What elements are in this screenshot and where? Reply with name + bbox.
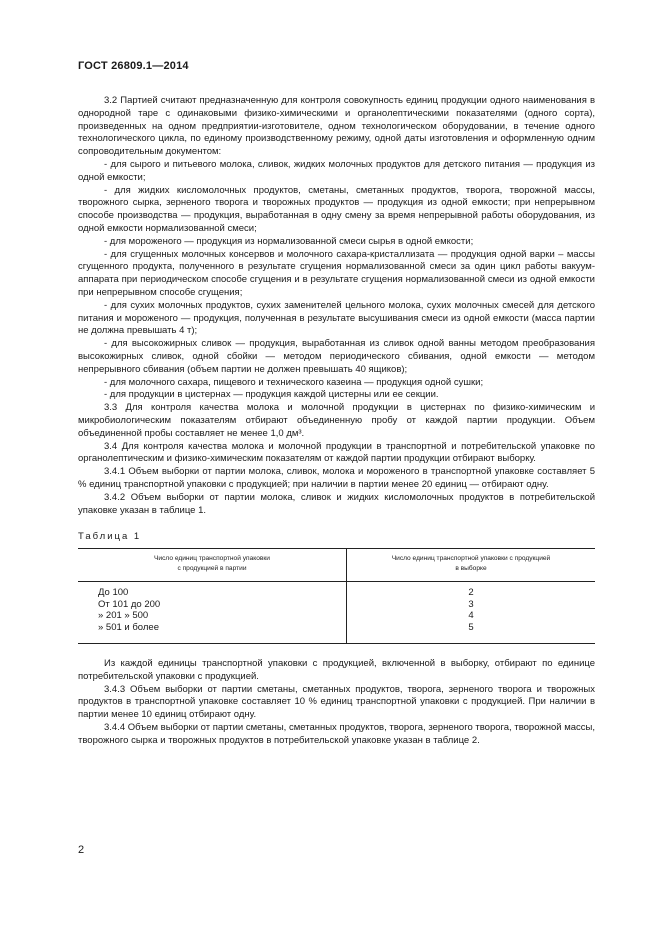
column-header-lot-units: Число единиц транспортной упаковки с продукцией в партии: [154, 555, 270, 573]
list-item-dry: - для сухих молочных продуктов, сухих заменителей цельного молока, сухих молочных смесей для детского питания и мороженого — продукция, полученная в результате высушивания смеси из одной емкости (масса партии не должна превышать 4 т);: [78, 299, 595, 337]
table-row: » 201 » 500: [98, 610, 149, 622]
table-header: [78, 549, 595, 582]
list-item-tanks: - для продукции в цистернах — продукция каждой цистерны или ее секции.: [104, 389, 439, 401]
paragraph-3-2: 3.2 Партией считают предназначенную для контроля совокупность единиц продукции одного наименования в однородной таре с одинаковыми физико-химическими и органолептическими показателями (одного сорта), произведенных на одном предприятии-изготовителе, одном технологическом оборудовании, в течение одного технологического цикла, по единому производственному режиму, одной даты изготовления и оформленную одним сопроводительным документом:: [78, 95, 595, 158]
table-row: » 501 и более: [98, 621, 159, 633]
page-number: 2: [78, 844, 85, 856]
list-item-raw-milk: - для сырого и питьевого молока, сливок, жидких молочных продуктов для детского питания — продукция из одной емкости;: [78, 158, 595, 183]
table-cell: 5: [468, 621, 474, 633]
list-item-fermented: - для жидких кисломолочных продуктов, сметаны, сметанных продуктов, творога, творожной массы, творожного сырка, зерненого творога и творожных продуктов — продукция из одной емкости; при непрерывном способе производства — продукция, выработанная в одну смену за время непрерывной работы оборудования, из одной емкости нормализованной смеси;: [78, 184, 595, 234]
list-item-high-fat: - для высокожирных сливок — продукция, выработанная из сливок одной ванны методом преобразования высокожирных сливок, одной сбойки — методом периодического сбивания, одной емкости — методом непрерывного сбивания (объем партии не должен превышать 40 ящиков);: [78, 338, 595, 375]
list-item-condensed: - для сгущенных молочных консервов и молочного сахара-кристаллизата — продукция одной варки – массы сгущенного продукта, полученного в результате сгущения нормализованной смеси за один цикл работы вакуум-аппарата при периодическом способе сгущения и в результате сгущения нормализованной смеси из одной емкости при непрерывном способе сгущения;: [78, 248, 595, 298]
table-cell: 4: [468, 610, 474, 622]
column-header-sample-units: Число единиц транспортной упаковки с продукцией в выборке: [391, 555, 551, 573]
paragraph-sample-note: Из каждой единицы транспортной упаковки с продукцией, включенной в выборку, отбирают по единице потребительской упаковки с продукцией.: [78, 658, 595, 682]
list-item-ice-cream: - для мороженого — продукция из нормализованной смеси сырья в одной емкости;: [104, 235, 474, 247]
document-body: [78, 95, 595, 748]
paragraph-3-4-4: 3.4.4 Объем выборки от партии сметаны, сметанных продуктов, творога, зерненого творога, творожной массы, творожного сырка и творожных продуктов в потребительской упаковке указан в таблице 2.: [78, 722, 595, 746]
table-row: От 101 до 200: [98, 598, 161, 610]
lot-size-column: [98, 587, 160, 633]
table-cell: 2: [468, 587, 474, 599]
sample-size-column: [347, 587, 595, 633]
list-item-casein: - для молочного сахара, пищевого и технического казеина — продукция одной сушки;: [104, 376, 484, 388]
paragraph-3-4-1: 3.4.1 Объем выборки от партии молока, сливок, молока и мороженого в транспортной упаковке составляет 5 % единиц транспортной упаковки с продукцией; при наличии в партии менее 20 единиц — отбирают одну.: [78, 466, 595, 490]
document-code: ГОСТ 26809.1—2014: [78, 60, 189, 72]
table-1: [78, 548, 595, 644]
table-row: До 100: [98, 587, 129, 599]
table-caption: Таблица 1: [78, 531, 142, 543]
paragraph-3-3: 3.3 Для контроля качества молока и молочной продукции в цистернах по физико-химическим и микробиологическим показателям отбирают объединенную пробу от каждой партии продукции. Объем объединенной пробы составляет не менее 1,0 дм³.: [78, 402, 595, 439]
paragraph-3-4-3: 3.4.3 Объем выборки от партии сметаны, сметанных продуктов, творога, зерненого творога и творожных продуктов в транспортной упаковке составляет 10 % единиц транспортной упаковки с продукцией. При наличии в партии менее 10 единиц отбирают одну.: [78, 683, 595, 721]
paragraph-3-4-2: 3.4.2 Объем выборки от партии молока, сливок и жидких кисломолочных продуктов в потребительской упаковке указан в таблице 1.: [78, 491, 595, 516]
paragraph-3-4: 3.4 Для контроля качества молока и молочной продукции в транспортной и потребительской упаковке по органолептическим и физико-химическим показателям от каждой партии продукции отбирают выборку.: [78, 440, 595, 465]
table-cell: 3: [468, 598, 474, 610]
